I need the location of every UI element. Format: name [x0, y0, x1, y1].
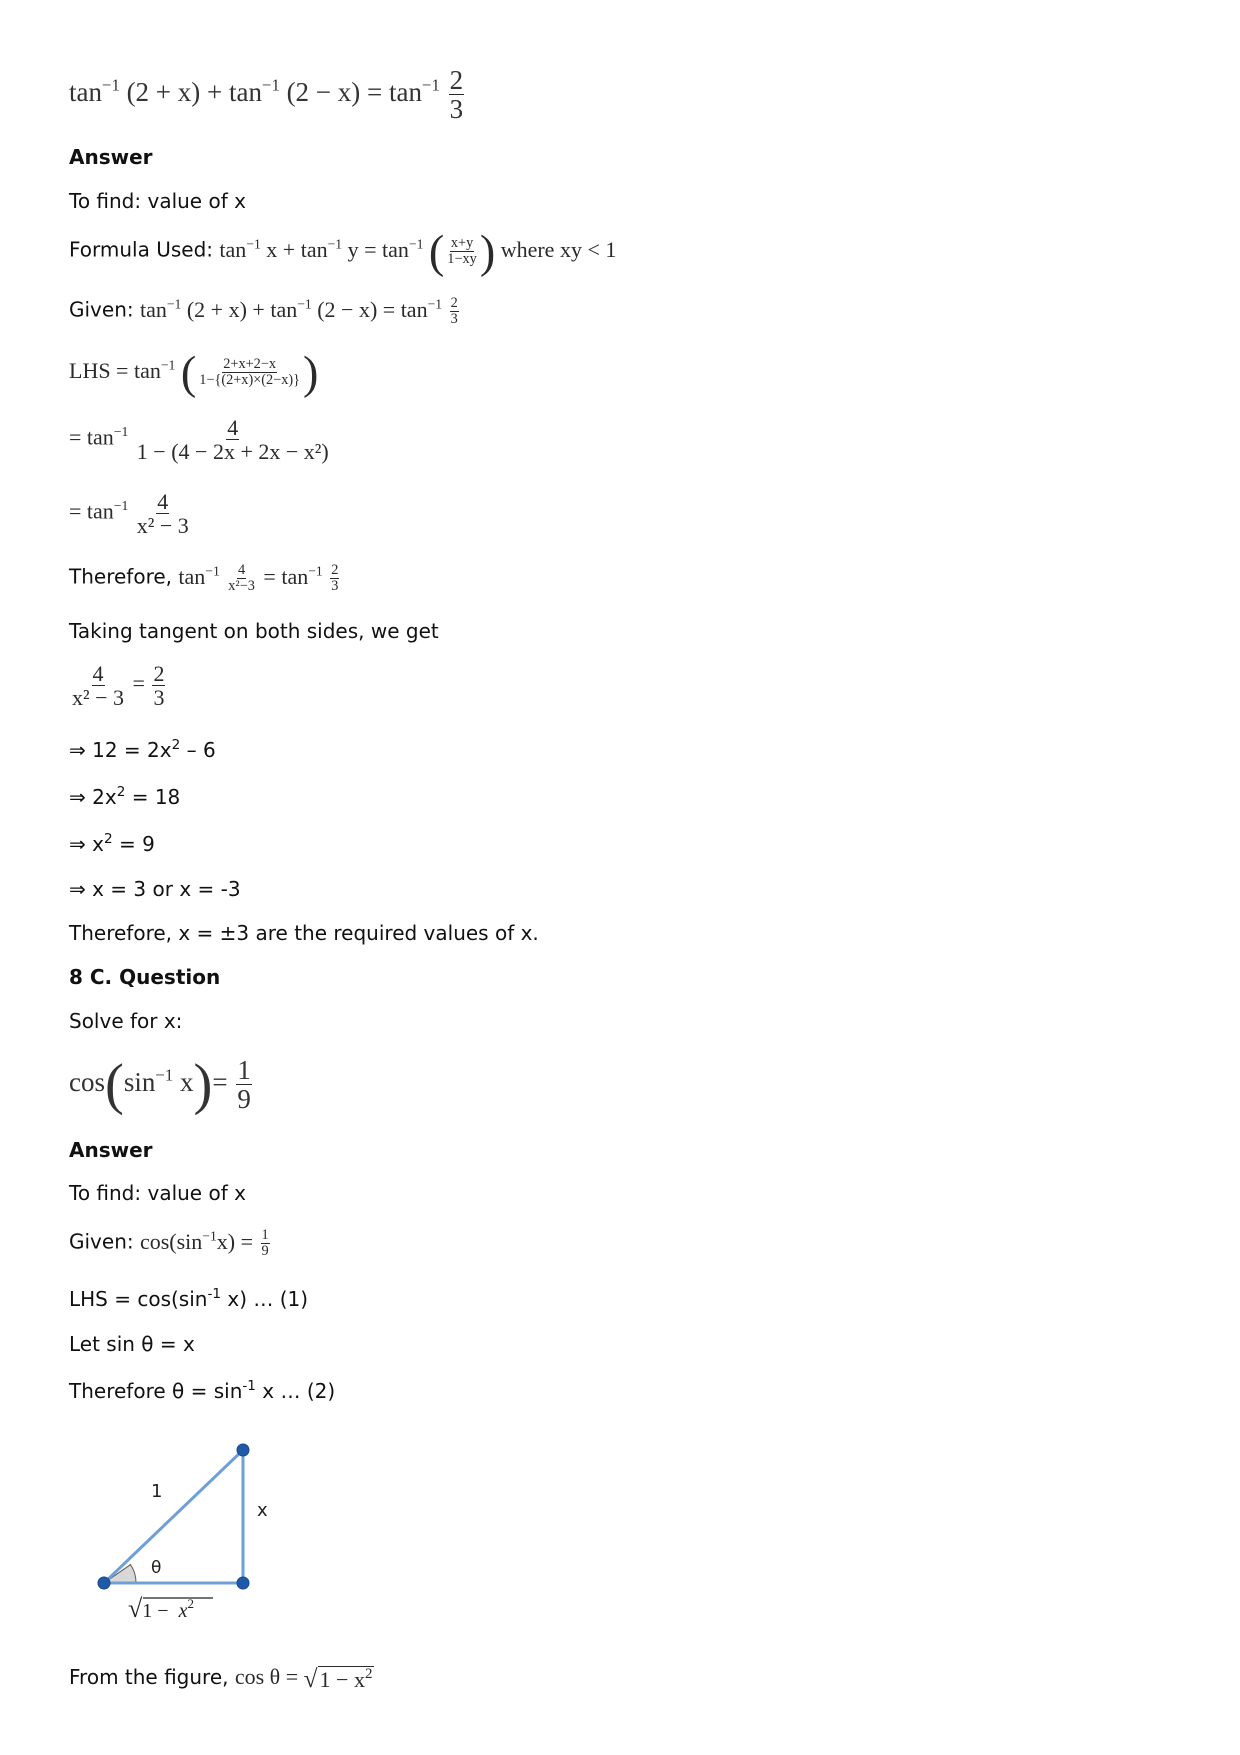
step-line-4: ⇒ x = 3 or x = -3: [69, 877, 241, 901]
step-line-1: ⇒ $12 = 2x^2 - 6$: [69, 736, 216, 762]
given-line-2: Given: $\cos(\sin^{-1}x)$ = $\frac{1}{9}$: [69, 1227, 269, 1259]
opposite-label: x: [257, 1500, 268, 1521]
conclusion-text: Therefore, x = ±3 are the required values of x.: [69, 921, 539, 945]
vertex-point: [237, 1444, 249, 1456]
formula-used: Formula Used: $\tan^{-1} x + \tan^{-1} y = \tan^{-1}$ ( $\frac{x+y}{1-xy}$ ) where xy < 1: [69, 225, 617, 277]
hypotenuse-label: 1: [151, 1481, 163, 1502]
step-line-2: ⇒ $2x^2 = 18$: [69, 783, 181, 809]
question-prompt: Solve for x:: [69, 1009, 183, 1033]
taking-tangent-text: Taking tangent on both sides, we get: [69, 619, 439, 643]
therefore-theta-line: Therefore $\theta = \sin^{-1} x$ … (2): [69, 1377, 336, 1403]
lhs-line-2: LHS = $\cos(\sin^{-1}$ x) … (1): [69, 1285, 309, 1311]
to-find-text: To find: value of x: [69, 189, 246, 213]
top-equation: $\tan^{-1} (2 + x) + \tan^{-1} (2 - x) = \tan^{-1}$ $\frac{2}{3}$: [69, 65, 464, 125]
square-root: √ $1 - x^2$: [303, 1664, 373, 1693]
vertex-point: [237, 1577, 249, 1589]
answer-label: Answer: [69, 145, 153, 169]
vertex-point: [98, 1577, 110, 1589]
question-equation: $\cos(\sin^{-1}$ x)= $\frac{1}{9}$: [69, 1052, 251, 1116]
base-label: $√1 - x^2$: [128, 1594, 194, 1623]
to-find-text-2: To find: value of x: [69, 1181, 246, 1205]
answer-label-2: Answer: [69, 1138, 153, 1162]
let-line: Let sin θ = x: [69, 1332, 195, 1356]
right-triangle-diagram: [85, 1425, 315, 1625]
question-heading: 8 C. Question: [69, 965, 221, 989]
step-2: = $\tan^{-1}$ $\frac{4}{\text{1 − (4 − 2x + 2x − x²)}}$: [69, 415, 329, 465]
fraction-equation: $\frac{4}{\text{x² − 3}}$ = $\frac{2}{3}$: [72, 661, 165, 711]
hypotenuse-line: [104, 1450, 243, 1583]
lhs-line: LHS = $\tan^{-1}$ ( $\frac{2+x+2-x}{1-\{(2+x)\times(2-x)\}}$ ): [69, 346, 319, 398]
step-line-3: ⇒ $x^2 = 9$: [69, 830, 155, 856]
therefore-line: Therefore, $\tan^{-1}$ $\frac{4}{\text{x²−3}}$ = $\tan^{-1}$ $\frac{2}{3}$: [69, 562, 339, 594]
from-figure-line: From the figure, cos θ = √ $1 - x^2$: [69, 1664, 373, 1693]
angle-label: θ: [151, 1558, 162, 1578]
given-line: Given: $\tan^{-1} (2 + x) + \tan^{-1} (2 - x) = \tan^{-1}$ $\frac{2}{3}$: [69, 295, 458, 327]
step-3: = $\tan^{-1}$ $\frac{4}{\text{x² − 3}}$: [69, 489, 189, 539]
